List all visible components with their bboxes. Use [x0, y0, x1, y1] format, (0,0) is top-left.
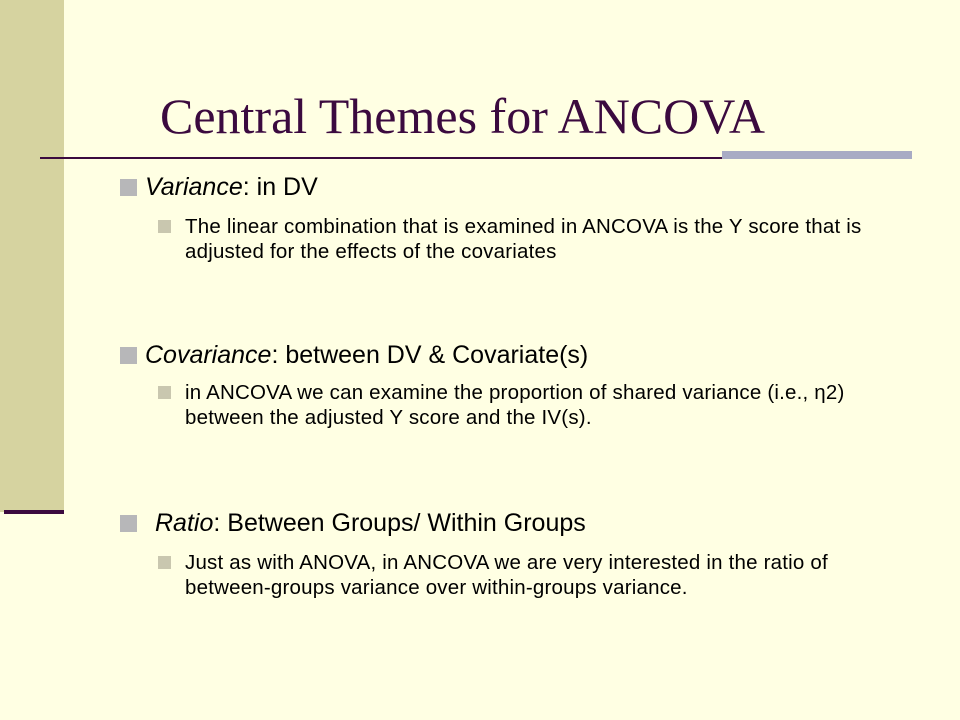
title-accent-bar [722, 151, 912, 159]
left-rule-line [4, 510, 64, 514]
bullet-text: Ratio: Between Groups/ Within Groups [155, 509, 586, 537]
bullet-text: Covariance: between DV & Covariate(s) [145, 341, 589, 369]
bullet-square-icon [120, 347, 137, 364]
left-decorative-bar [0, 0, 64, 512]
sub-bullet-text: The linear combination that is examined in ANCOVA is the Y score that is adjusted for the effects of the covariates [185, 215, 862, 263]
bullet-square-icon [120, 515, 137, 532]
bullet-text: Variance: in DV [145, 173, 318, 201]
sub-bullet-square-icon [158, 556, 171, 569]
slide-title: Central Themes for ANCOVA [160, 88, 766, 144]
sub-bullet-text: Just as with ANOVA, in ANCOVA we are very interested in the ratio of between-groups variance over within-groups variance. [185, 551, 828, 599]
sub-bullet-square-icon [158, 220, 171, 233]
bullet-square-icon [120, 179, 137, 196]
sub-bullet-text: in ANCOVA we can examine the proportion of shared variance (i.e., η2) between the adjusted Y score and the IV(s). [185, 381, 845, 429]
sub-bullet-square-icon [158, 386, 171, 399]
